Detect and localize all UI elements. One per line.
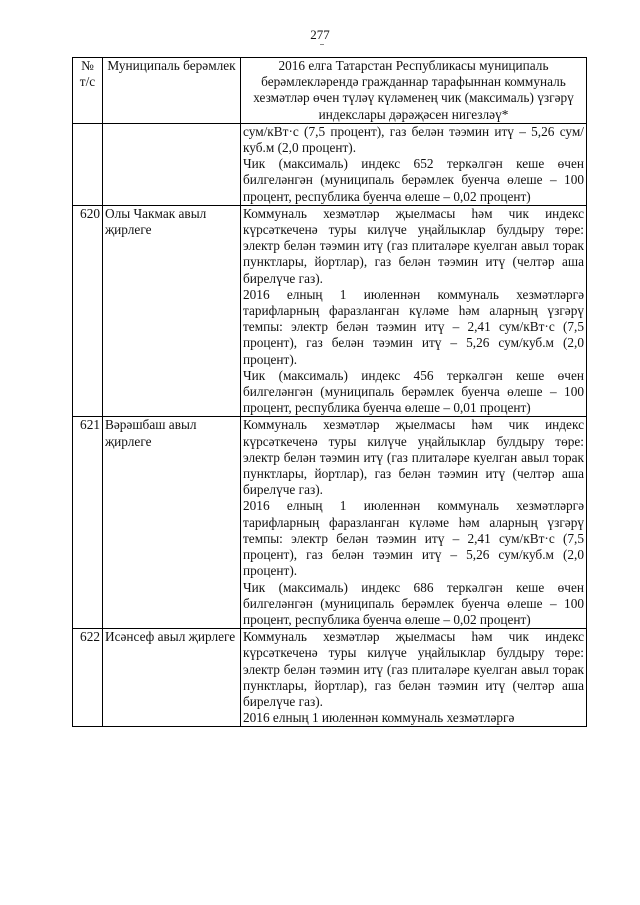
row-number-cell (73, 123, 103, 205)
page-mark (320, 44, 324, 45)
row-description-cell (241, 417, 587, 629)
description-paragraph: Коммуналь хезмәтләр җыелмасы һәм чик индекс күрсәткеченә туры килүче уңайлыклар булдыру төре: электр белән тәэмин итү (газ плиталәре куелган авыл торак пунктлары, йортлар), газ белән тәэмин итү (челтәр аша бирелүче газ). (243, 205, 584, 286)
page-number: 277 (310, 27, 330, 42)
row-municipality: Вәрәшбаш авыл җирлеге (103, 417, 241, 629)
header-number: № т/с (73, 58, 103, 124)
description-paragraph: Коммуналь хезмәтләр җыелмасы һәм чик индекс күрсәткеченә туры килүче уңайлыклар булдыру төре: электр белән тәэмин итү (газ плиталәре куелган авыл торак пунктлары, йортлар), газ белән тәэмин итү (челтәр аша бирелүче газ). (243, 629, 584, 709)
row-number: 621 (73, 417, 103, 629)
description-paragraph: 2016 елның 1 июленнән коммуналь хезмәтләргә тарифларның фаразланган күләме һәм аларның үзгәрү темпы: электр белән тәэмин итү – 2,41 сум/кВт·с (7,5 процент), газ белән тәэмин итү – 5,26 сум/куб.м (2,0 процент). (243, 498, 584, 579)
row-description-cell (241, 123, 587, 205)
description-paragraph: 2016 елның 1 июленнән коммуналь хезмәтләргә тарифларның фаразланган күләме һәм аларның үзгәрү темпы: электр белән тәэмин итү – 2,41 сум/кВт·с (7,5 процент), газ белән тәэмин итү – 5,26 сум/куб.м (2,0 процент). (243, 286, 584, 367)
table-row-continuation (73, 123, 587, 205)
description-paragraph: Коммуналь хезмәтләр җыелмасы һәм чик индекс күрсәткеченә туры килүче уңайлыклар булдыру төре: электр белән тәэмин итү (газ плиталәре куелган авыл торак пунктлары, йортлар), газ белән тәэмин итү (челтәр аша бирелүче газ). (243, 417, 584, 498)
row-municipality: Олы Чакмак авыл җирлеге (103, 205, 241, 417)
table-row-622 (73, 629, 587, 727)
indices-table (72, 57, 587, 727)
table-row-621 (73, 417, 587, 629)
table-header-row (73, 58, 587, 124)
row-description-cell (241, 629, 587, 727)
header-description: 2016 елга Татарстан Республикасы муниципаль берәмлекләрендә гражданнар тарафыннан коммуналь хезмәтләр өчен түләү күләменең чик (максималь) үзгәрү индекслары дәрәҗәсен нигезләү* (241, 58, 587, 124)
header-municipality: Муниципаль берәмлек (103, 58, 241, 124)
description-paragraph: Чик (максималь) индекс 456 теркәлгән кеше өчен билгеләнгән (муниципаль берәмлек буенча өлеше – 100 процент, республика буенча өлеше – 0,01 процент) (243, 367, 584, 416)
row-municipality: Исәнсеф авыл җирлеге (103, 629, 241, 727)
row-number: 622 (73, 629, 103, 727)
row-municipality-cell (103, 123, 241, 205)
table-row-620 (73, 205, 587, 417)
description-paragraph: Чик (максималь) индекс 686 теркәлгән кеше өчен билгеләнгән (муниципаль берәмлек буенча өлеше – 100 процент, республика буенча өлеше – 0,02 процент) (243, 579, 584, 627)
description-paragraph: Чик (максималь) индекс 652 теркәлгән кеше өчен билгеләнгән (муниципаль берәмлек буенча өлеше – 100 процент, республика буенча өлеше – 0,02 процент) (243, 156, 584, 204)
description-paragraph: 2016 елның 1 июленнән коммуналь хезмәтләргә (243, 710, 515, 726)
row-number: 620 (73, 205, 103, 417)
description-paragraph: сум/кВт·с (7,5 процент), газ белән тәэмин итү – 5,26 сум/куб.м (2,0 процент). (243, 123, 584, 156)
row-description-cell (241, 205, 587, 417)
